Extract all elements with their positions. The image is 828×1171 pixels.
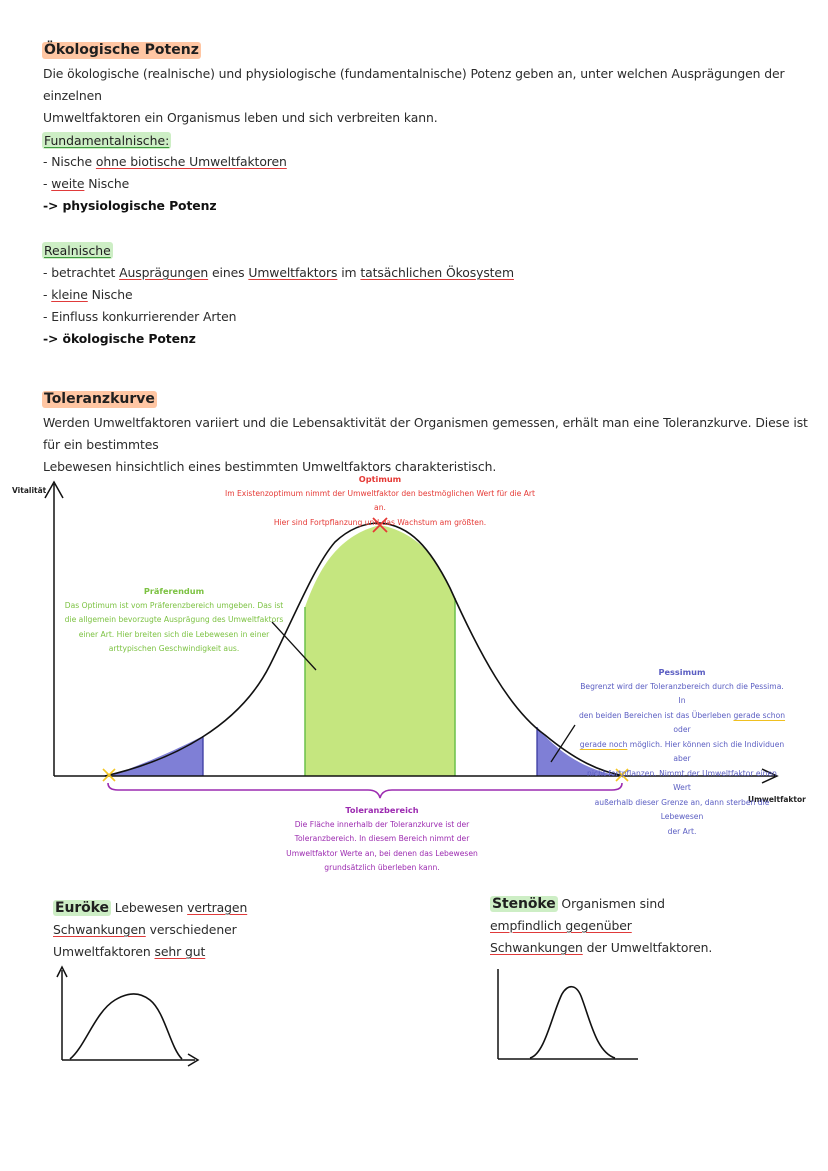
euroek-curve-diagram (50, 962, 210, 1072)
list-item: - Nische ohne biotische Umweltfaktoren (43, 154, 287, 169)
heading-fundamentalnische: Fundamentalnische: (44, 133, 170, 148)
praeferendum-line: die allgemein bevorzugte Ausprägung des Umweltfaktors (64, 615, 284, 624)
pessimum-title: Pessimum (658, 667, 706, 677)
euroek-title: Euröke (55, 900, 109, 916)
stenoek-curve (530, 987, 615, 1058)
toleranz-line-2: Lebewesen hinsichtlich eines bestimmten Umweltfaktors charakteristisch. (43, 459, 497, 474)
praeferendum-line: einer Art. Hier breiten sich die Lebewesen in einer (78, 629, 270, 639)
heading-realnische: Realnische (44, 243, 111, 258)
toleranz-bracket (108, 783, 622, 798)
optimum-note (220, 472, 540, 530)
list-item: - weite Nische (43, 176, 130, 191)
toleranz-title: Toleranzbereich (345, 805, 419, 815)
list-item: - kleine Nische (43, 287, 133, 302)
heading-toleranzkurve: Toleranzkurve (44, 391, 155, 407)
toleranz-line-1: Werden Umweltfaktoren variiert und die Lebensaktivität der Organismen gemessen, erhält man eine Toleranzkurve. Diese ist für ein bestimmtes (43, 415, 808, 452)
toleranz-paragraph (43, 412, 813, 478)
optimum-line: Hier sind Fortpflanzung und das Wachstum am größten. (273, 517, 487, 527)
praeferendum-line: arttypischen Geschwindigkeit aus. (108, 644, 240, 653)
stenoek-curve-diagram (490, 964, 650, 1068)
y-axis-label: Vitalität (12, 486, 47, 495)
praeferendum-line: Das Optimum ist vom Präferenzbereich umgeben. Das ist (64, 600, 284, 610)
toleranz-note (262, 803, 502, 876)
intro-line-1: Die ökologische (realnische) und physiologische (fundamentalnische) Potenz geben an, unter welchen Ausprägungen der einzelnen (43, 66, 785, 103)
euroek-text (53, 897, 283, 963)
pessimum-note (578, 665, 786, 839)
stenoek-line: Stenöke Organismen sind (492, 896, 665, 912)
pessimum-line: Begrenzt wird der Toleranzbereich durch die Pessima. In (580, 681, 784, 705)
pessimum-line: den beiden Bereichen ist das Überleben gerade schon oder (578, 710, 786, 734)
stenoek-text (490, 893, 730, 959)
intro-line-2: Umweltfaktoren ein Organismus leben und sich verbreiten kann. (43, 110, 438, 125)
toleranz-line: Toleranzbereich. In diesem Bereich nimmt der (294, 834, 470, 843)
pessimum-line: außerhalb dieser Grenze an, dann sterben die Lebewesen (594, 797, 770, 821)
pessimum-line: nicht fortpflanzen. Nimmt der Umweltfaktor einen Wert (587, 768, 777, 792)
heading-oekologische-potenz: Ökologische Potenz (44, 42, 199, 58)
result-oekologische-potenz: -> ökologische Potenz (43, 331, 196, 346)
toleranz-line: Die Fläche innerhalb der Toleranzkurve ist der (294, 819, 470, 829)
intro-paragraph (43, 63, 803, 129)
preferendum-area (305, 525, 455, 776)
euroek-line: Umweltfaktoren sehr gut (53, 944, 206, 959)
real-list (43, 262, 514, 350)
euroek-curve (70, 994, 182, 1059)
optimum-title: Optimum (358, 474, 402, 484)
pessimum-line: der Art. (667, 826, 697, 836)
euroek-line: Euröke Lebewesen vertragen (55, 900, 248, 916)
optimum-line: Im Existenzoptimum nimmt der Umweltfaktor den bestmöglichen Wert für die Art an. (224, 488, 536, 512)
pessimum-line: gerade noch möglich. Hier können sich die Individuen aber (579, 739, 785, 763)
euroek-line: Schwankungen verschiedener (53, 922, 237, 937)
stenoek-line: Schwankungen der Umweltfaktoren. (490, 940, 713, 955)
toleranz-line: grundsätzlich überleben kann. (324, 863, 440, 872)
stenoek-line: empfindlich gegenüber (490, 918, 632, 933)
praeferendum-title: Präferendum (143, 586, 205, 596)
fundamental-list (43, 151, 287, 217)
x-axis-label: Umweltfaktor (748, 795, 806, 804)
pessimum-left-area (110, 736, 203, 776)
list-item: - Einfluss konkurrierender Arten (43, 309, 237, 324)
toleranz-line: Umweltfaktor Werte an, bei denen das Lebewesen (286, 848, 478, 858)
list-item: - betrachtet Ausprägungen eines Umweltfaktors im tatsächlichen Ökosystem (43, 265, 514, 280)
praeferendum-note (64, 584, 284, 657)
result-physiologische-potenz: -> physiologische Potenz (43, 198, 217, 213)
stenoek-title: Stenöke (492, 896, 556, 912)
